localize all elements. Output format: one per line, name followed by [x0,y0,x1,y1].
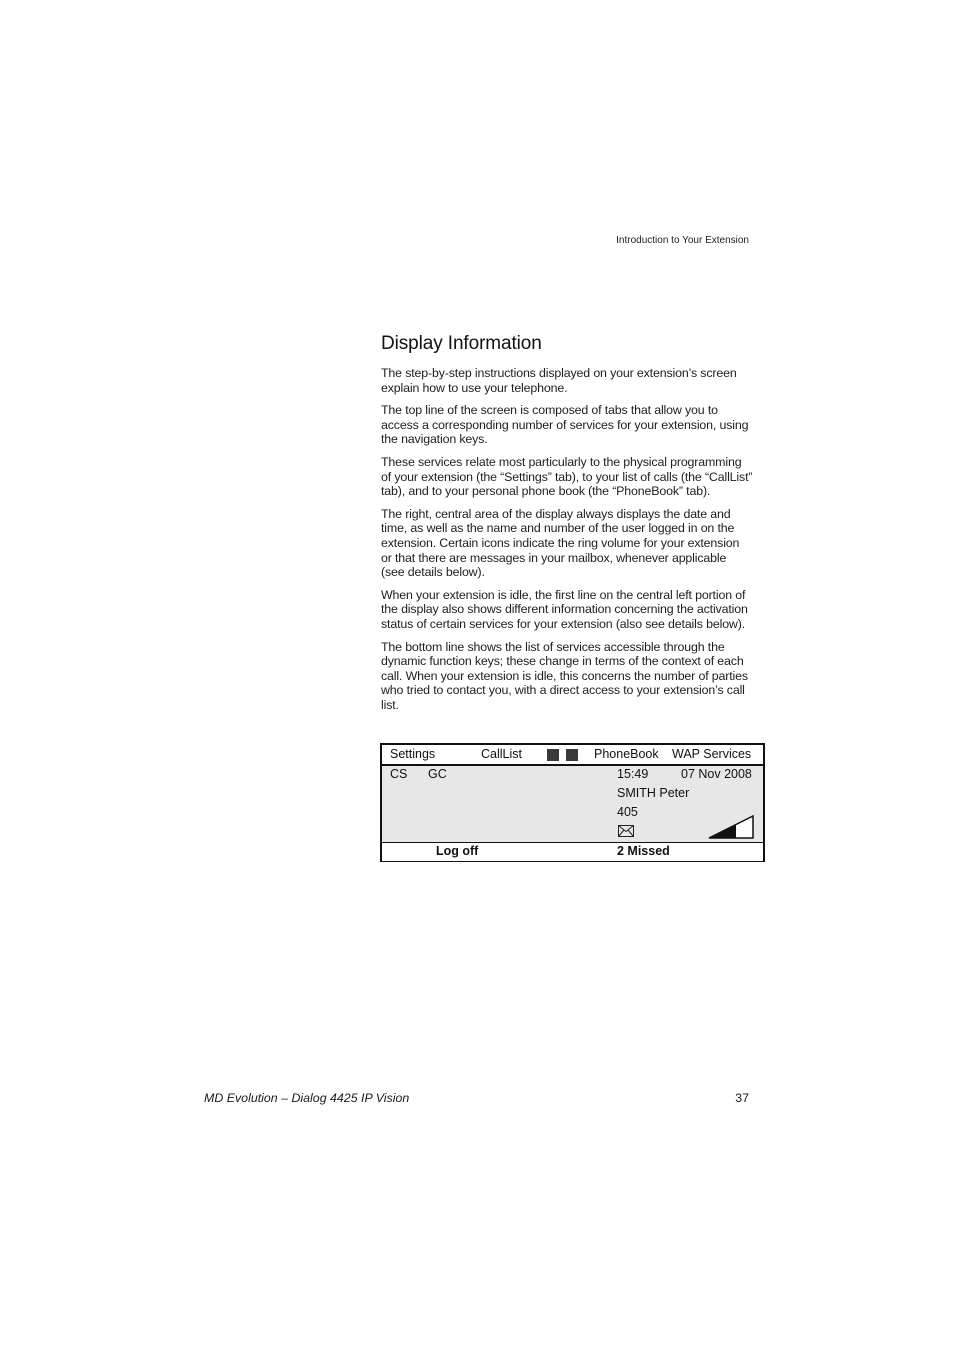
user-name: SMITH Peter [617,786,690,800]
softkey-log-off: Log off [436,844,479,858]
softkey-bar [382,842,763,861]
paragraph: The step-by-step instructions displayed on your extension’s screen explain how to use your telephone. [381,366,737,395]
phone-display-illustration [380,743,765,862]
status-gc: GC [428,767,447,781]
user-number: 405 [617,805,638,819]
paragraph: When your extension is idle, the first line on the central left portion of the display also shows different information concerning the activation status of certain services for your extension (also see details below). [381,587,748,631]
square-icon [547,749,559,761]
paragraph: The right, central area of the display always displays the date and time, as well as the name and number of the user logged in on the extension. Certain icons indicate the ring volume for your extension or that there are messages in your mailbox, whenever applicable (see details below). [381,506,740,580]
envelope-icon [618,825,635,837]
paragraph: These services relate most particularly to the physical programming of your extension (the “Settings” tab), to your list of calls (the “CallList” tab), and to your personal phone book (the “PhoneBook” tab). [381,454,753,499]
section-title: Display Information [381,333,542,354]
display-tab-bar [382,745,763,766]
paragraph: The top line of the screen is composed of tabs that allow you to access a corresponding number of services for your extension, using the navigation keys. [381,403,749,447]
square-icon [566,749,578,761]
page-number: 37 [735,1091,749,1105]
footer-doc-title: MD Evolution – Dialog 4425 IP Vision [204,1091,410,1105]
softkey-missed-calls: 2 Missed [617,844,670,858]
tab-phonebook: PhoneBook [594,747,659,761]
tab-settings: Settings [390,747,436,761]
ring-volume-icon [708,815,754,839]
status-cs: CS [390,767,408,781]
display-date: 07 Nov 2008 [681,767,752,781]
tab-wap-services: WAP Services [672,747,752,761]
paragraph: The bottom line shows the list of services accessible through the dynamic function keys; these change in terms of the context of each call. When your extension is idle, this concerns the number of parties who tried to contact you, with a direct access to your extension’s call list. [381,639,748,712]
display-information-section [381,333,753,720]
display-time: 15:49 [617,767,649,781]
running-header: Introduction to Your Extension [616,235,749,246]
tab-calllist: CallList [481,747,522,761]
